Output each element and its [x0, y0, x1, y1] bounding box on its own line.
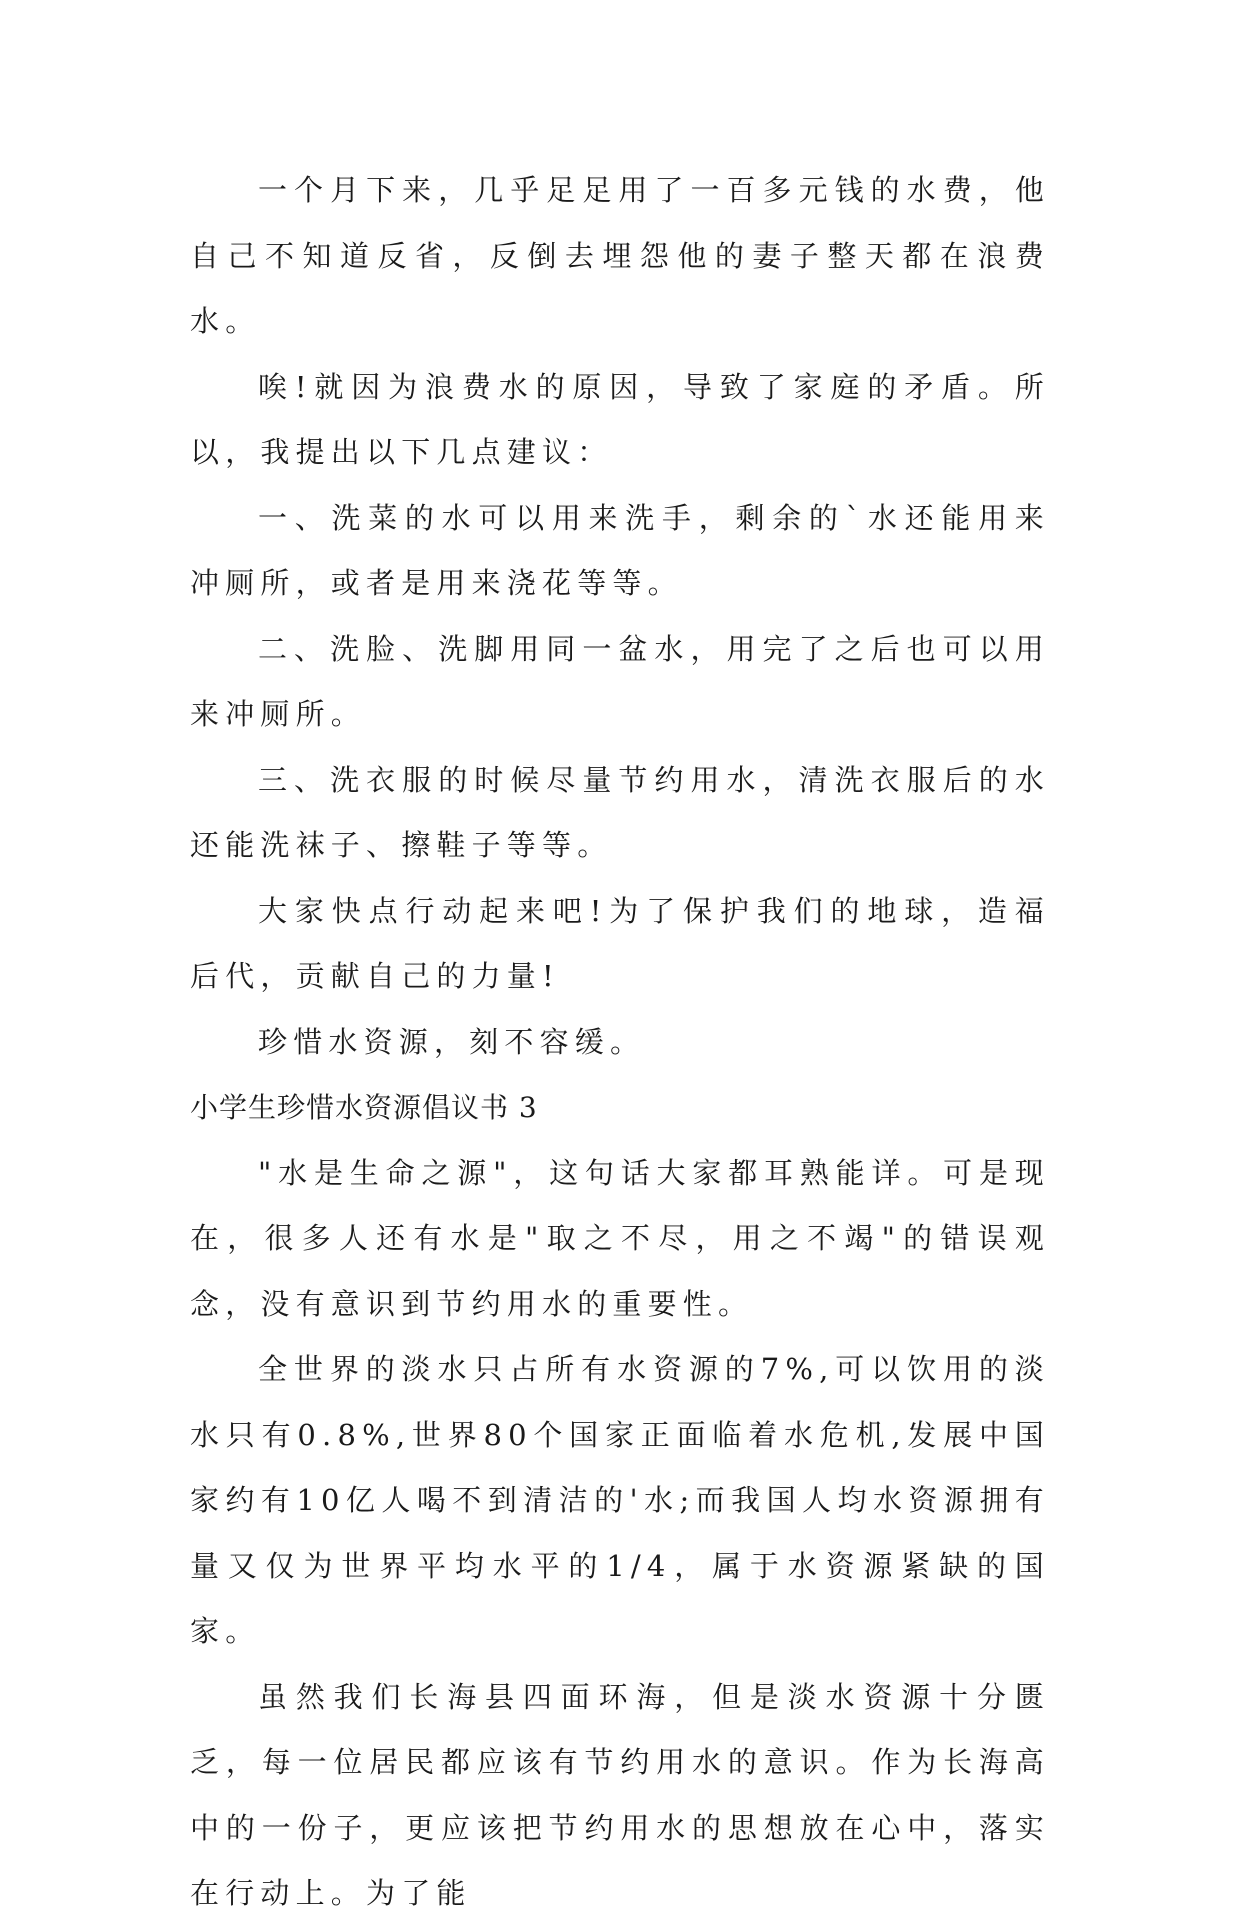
paragraph: 全世界的淡水只占所有水资源的7%,可以饮用的淡水只有0.8%,世界80个国家正面临着水危机,发展中国家约有10亿人喝不到清洁的'水;而我国人均水资源拥有量又仅为世界平均水平的1/4，属于水资源紧缺的国家。 — [190, 1352, 1050, 1648]
document-page — [190, 158, 1050, 1927]
paragraph: 一、洗菜的水可以用来洗手，剩余的`水还能用来冲厕所，或者是用来浇花等等。 — [190, 500, 1050, 600]
paragraph: 三、洗衣服的时候尽量节约用水，清洗衣服后的水还能洗袜子、擦鞋子等等。 — [190, 762, 1050, 862]
paragraph: 二、洗脸、洗脚用同一盆水，用完了之后也可以用来冲厕所。 — [190, 631, 1050, 731]
paragraph: 虽然我们长海县四面环海，但是淡水资源十分匮乏，每一位居民都应该有节约用水的意识。作为长海高中的一份子，更应该把节约用水的思想放在心中，落实在行动上。为了能 — [190, 1679, 1050, 1910]
paragraph: "水是生命之源"，这句话大家都耳熟能详。可是现在，很多人还有水是"取之不尽，用之不竭"的错误观念，没有意识到节约用水的重要性。 — [190, 1155, 1050, 1321]
paragraph: 珍惜水资源，刻不容缓。 — [258, 1024, 646, 1059]
paragraph: 一个月下来，几乎足足用了一百多元钱的水费，他自己不知道反省，反倒去埋怨他的妻子整天都在浪费水。 — [190, 173, 1050, 338]
paragraph: 唉!就因为浪费水的原因，导致了家庭的矛盾。所以，我提出以下几点建议： — [190, 369, 1050, 469]
section-title: 小学生珍惜水资源倡议书 3 — [190, 1091, 538, 1124]
paragraph: 大家快点行动起来吧!为了保护我们的地球，造福后代，贡献自己的力量! — [190, 893, 1050, 993]
